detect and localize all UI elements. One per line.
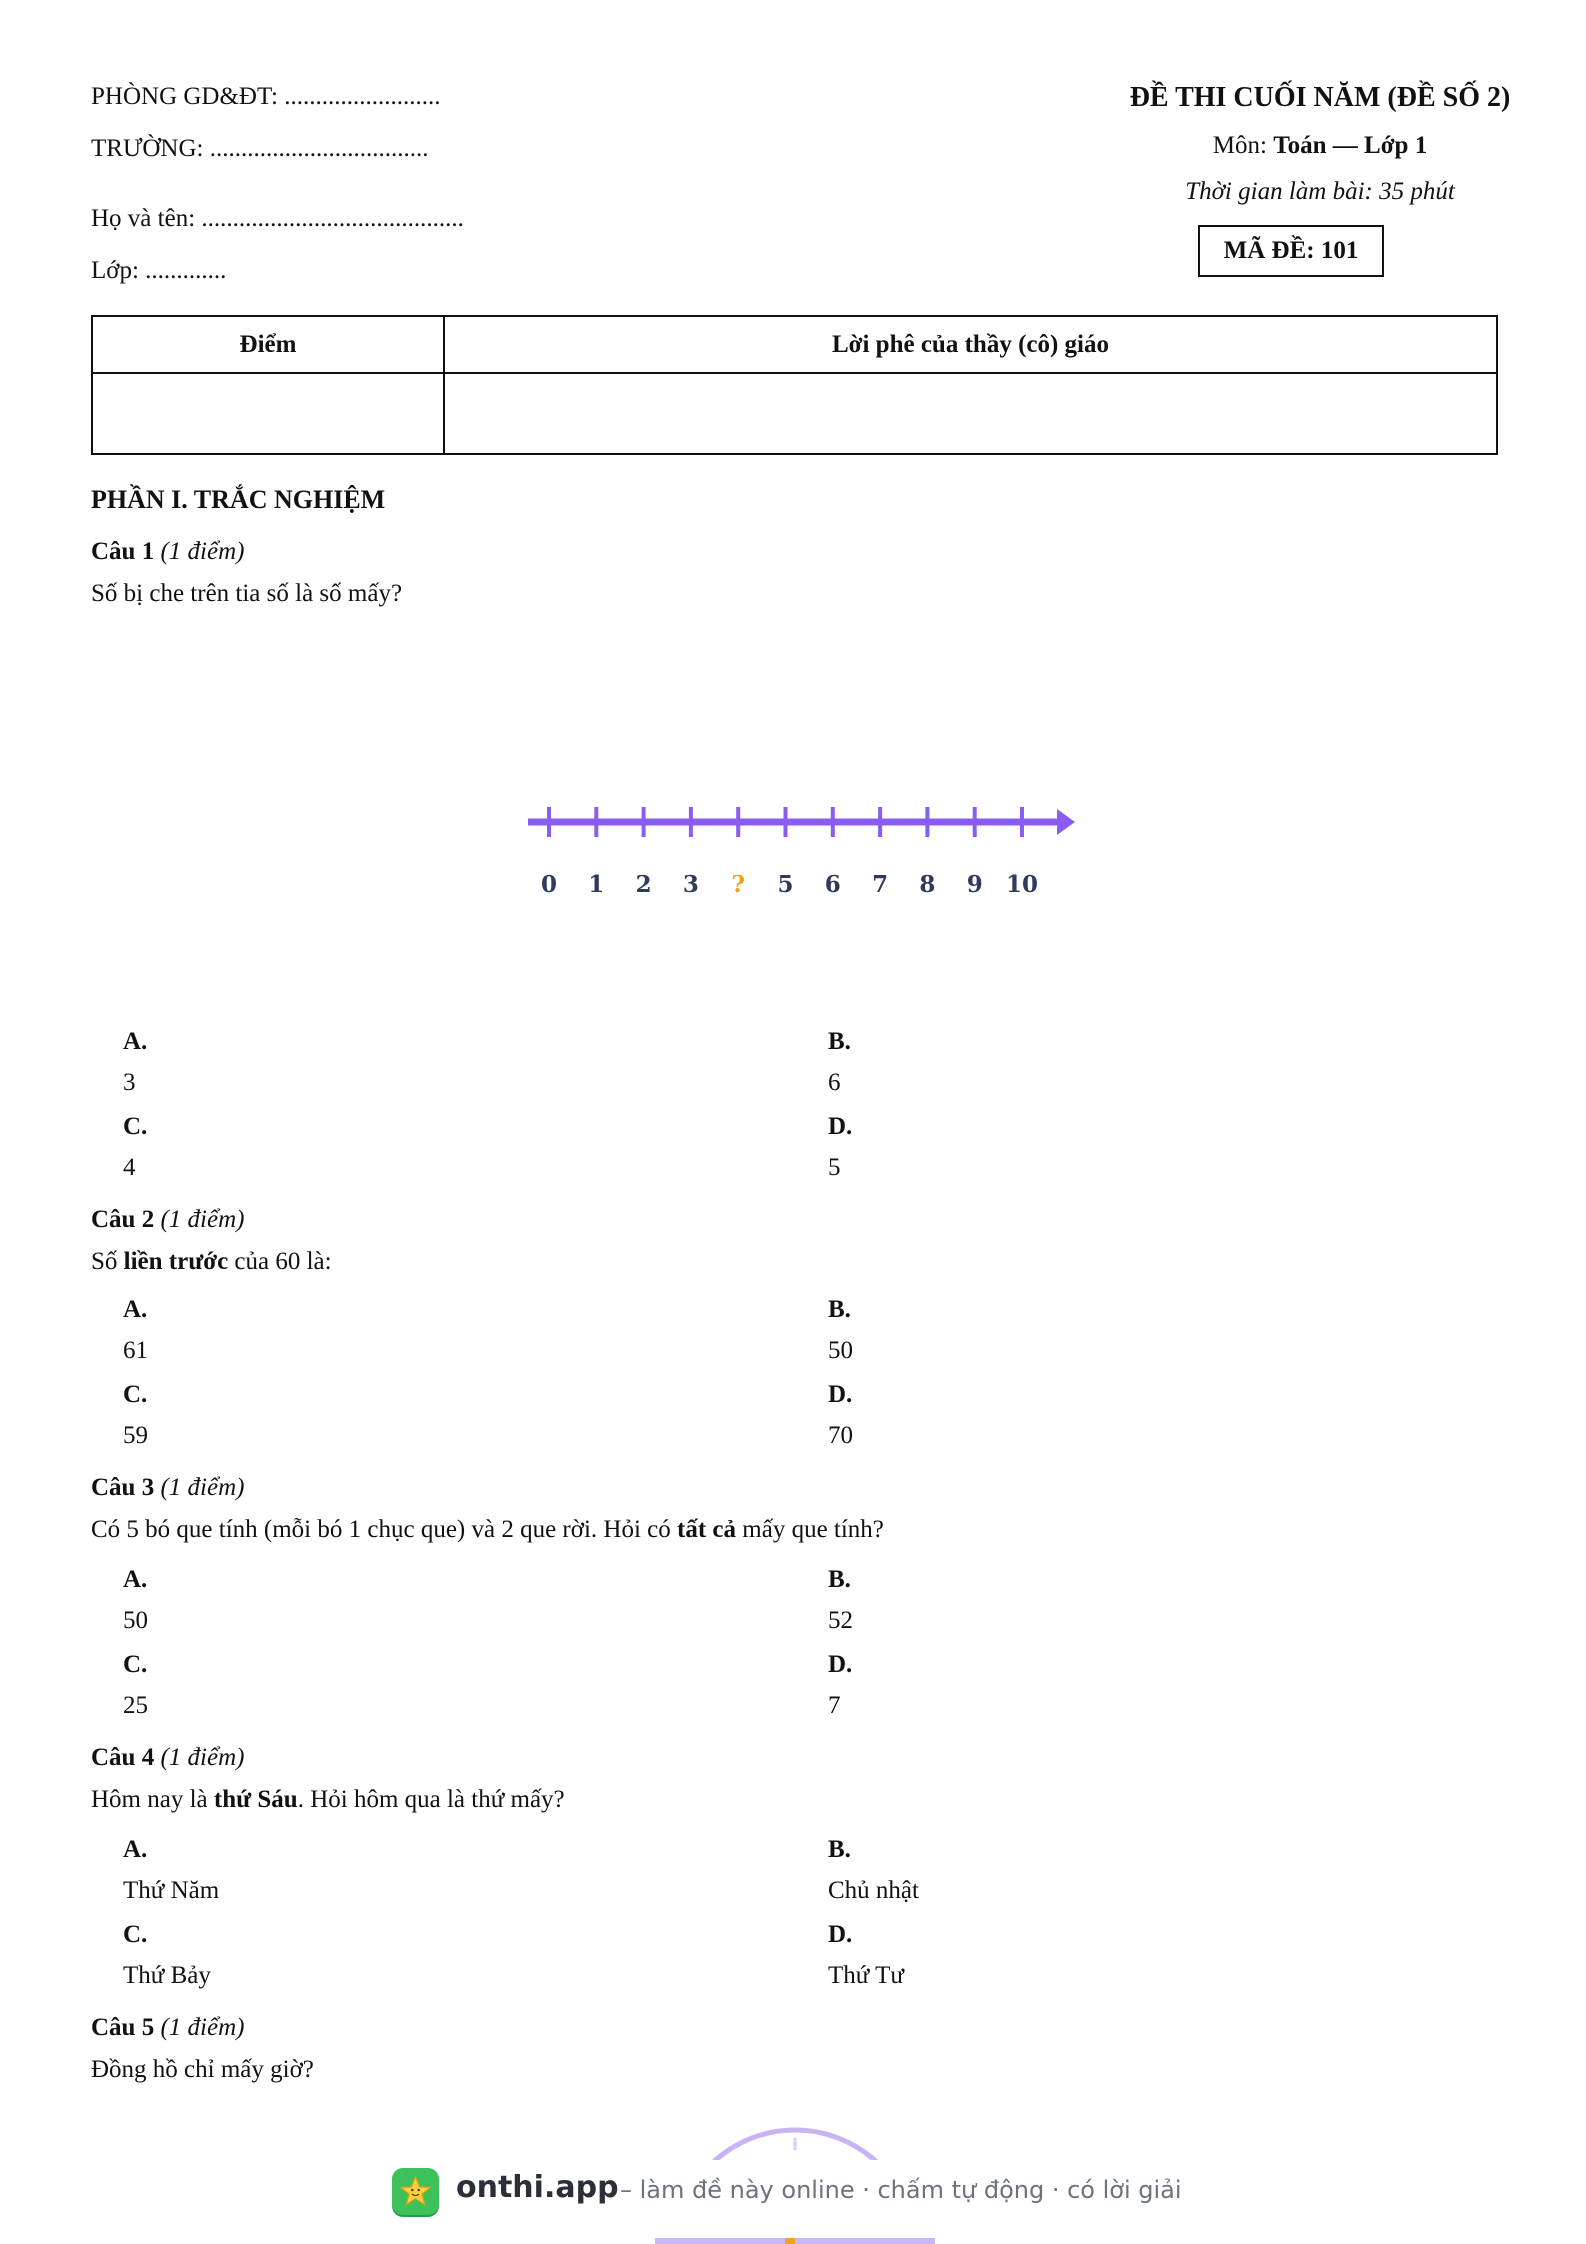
question-2-text bbox=[91, 1248, 332, 1276]
option-value: 59 bbox=[123, 1422, 148, 1449]
question-number: Câu 5 bbox=[91, 2014, 155, 2041]
score-header: Điểm bbox=[92, 316, 444, 373]
clock-icon bbox=[700, 2120, 890, 2160]
option-b[interactable] bbox=[828, 1836, 919, 1905]
question-number: Câu 2 bbox=[91, 1206, 155, 1233]
name-line: Họ và tên: .......................................... bbox=[91, 205, 464, 232]
text-part: Số bbox=[91, 1248, 124, 1275]
option-a[interactable] bbox=[123, 1028, 147, 1097]
option-value: Thứ Năm bbox=[123, 1877, 220, 1904]
question-points: (1 điểm) bbox=[160, 1474, 245, 1501]
option-b[interactable] bbox=[828, 1028, 851, 1097]
option-d[interactable] bbox=[828, 1381, 853, 1450]
option-value: 5 bbox=[828, 1154, 841, 1181]
option-value: 25 bbox=[123, 1692, 148, 1719]
option-letter: C. bbox=[123, 1651, 148, 1678]
number-line-label: 6 bbox=[824, 871, 841, 898]
question-1-text: Số bị che trên tia số là số mấy? bbox=[91, 580, 403, 607]
arrow-head-icon bbox=[1057, 809, 1075, 835]
department-line: PHÒNG GD&ĐT: ......................... bbox=[91, 83, 441, 110]
question-number: Câu 4 bbox=[91, 1744, 155, 1771]
brand-name[interactable]: onthi.app bbox=[456, 2170, 619, 2205]
option-letter: A. bbox=[123, 1296, 148, 1323]
text-part: Có 5 bó que tính (mỗi bó 1 chục que) và 2 que rời. Hỏi có bbox=[91, 1516, 678, 1543]
option-a[interactable] bbox=[123, 1836, 219, 1905]
option-c[interactable] bbox=[123, 1381, 148, 1450]
onthi-logo-icon bbox=[392, 2168, 439, 2215]
text-emphasis: thứ Sáu bbox=[213, 1786, 298, 1813]
number-line-label: 3 bbox=[682, 871, 699, 898]
option-c[interactable] bbox=[123, 1921, 211, 1990]
question-4-text bbox=[91, 1786, 565, 1814]
question-number: Câu 3 bbox=[91, 1474, 155, 1501]
text-part: . Hỏi hôm qua là thứ mấy? bbox=[297, 1786, 565, 1813]
option-letter: D. bbox=[828, 1381, 853, 1408]
option-letter: A. bbox=[123, 1028, 148, 1055]
option-letter: B. bbox=[828, 1836, 851, 1863]
question-points: (1 điểm) bbox=[160, 1206, 245, 1233]
option-letter: C. bbox=[123, 1381, 148, 1408]
option-letter: B. bbox=[828, 1566, 851, 1593]
option-d[interactable] bbox=[828, 1113, 852, 1182]
option-value: 3 bbox=[123, 1069, 136, 1096]
option-letter: C. bbox=[123, 1113, 148, 1140]
promo-banner[interactable] bbox=[0, 2160, 1586, 2244]
number-line-label: 7 bbox=[872, 871, 889, 898]
score-table bbox=[91, 315, 1498, 455]
subject-name: Toán — Lớp 1 bbox=[1273, 132, 1428, 159]
section-title: PHẦN I. TRẮC NGHIỆM bbox=[91, 485, 386, 514]
option-value: 52 bbox=[828, 1607, 853, 1634]
question-points: (1 điểm) bbox=[160, 2014, 245, 2041]
question-points: (1 điểm) bbox=[160, 538, 245, 565]
question-points: (1 điểm) bbox=[160, 1744, 245, 1771]
footer-accent-mark bbox=[785, 2238, 795, 2244]
text-part: của 60 là: bbox=[228, 1248, 332, 1275]
option-letter: C. bbox=[123, 1921, 148, 1948]
option-a[interactable] bbox=[123, 1296, 148, 1365]
number-line-label: 2 bbox=[635, 871, 652, 898]
hidden-number-label: ? bbox=[731, 871, 745, 898]
option-value: Thứ Tư bbox=[828, 1962, 904, 1989]
option-value: Thứ Bảy bbox=[123, 1962, 211, 1989]
number-line-svg bbox=[525, 795, 1085, 915]
question-2-header bbox=[91, 1206, 244, 1234]
footer-accent-bar bbox=[655, 2238, 935, 2244]
class-line: Lớp: ............. bbox=[91, 257, 227, 284]
text-emphasis: liền trước bbox=[123, 1248, 229, 1275]
question-3-header bbox=[91, 1474, 244, 1502]
question-5-text: Đồng hồ chỉ mấy giờ? bbox=[91, 2056, 314, 2083]
option-value: 61 bbox=[123, 1337, 148, 1364]
comment-cell[interactable] bbox=[444, 373, 1497, 454]
score-cell[interactable] bbox=[92, 373, 444, 454]
option-value: Chủ nhật bbox=[828, 1877, 919, 1904]
option-d[interactable] bbox=[828, 1921, 904, 1990]
exam-code: MÃ ĐỀ: 101 bbox=[1198, 225, 1384, 277]
option-value: 50 bbox=[123, 1607, 148, 1634]
option-value: 4 bbox=[123, 1154, 136, 1181]
brand-tagline: – làm đề này online · chấm tự động · có lời giải bbox=[620, 2176, 1182, 2204]
option-a[interactable] bbox=[123, 1566, 148, 1635]
question-1-header bbox=[91, 538, 244, 566]
question-number: Câu 1 bbox=[91, 538, 155, 565]
option-c[interactable] bbox=[123, 1651, 148, 1720]
number-line-label: 9 bbox=[966, 871, 983, 898]
number-line-label: 5 bbox=[777, 871, 794, 898]
school-line: TRƯỜNG: ................................... bbox=[91, 135, 429, 162]
question-4-header bbox=[91, 1744, 244, 1772]
number-line-label: 10 bbox=[1005, 871, 1039, 898]
option-value: 50 bbox=[828, 1337, 853, 1364]
option-d[interactable] bbox=[828, 1651, 852, 1720]
number-line-label: 0 bbox=[540, 871, 558, 898]
option-value: 6 bbox=[828, 1069, 841, 1096]
number-line-label: 8 bbox=[919, 871, 936, 898]
option-b[interactable] bbox=[828, 1296, 853, 1365]
text-part: mấy que tính? bbox=[736, 1516, 884, 1543]
subject-prefix: Môn: bbox=[1212, 132, 1274, 159]
option-value: 7 bbox=[828, 1692, 841, 1719]
comment-header: Lời phê của thầy (cô) giáo bbox=[444, 316, 1497, 373]
question-5-header bbox=[91, 2014, 244, 2042]
number-line-label: 1 bbox=[588, 871, 605, 898]
exam-time: Thời gian làm bài: 35 phút bbox=[1185, 178, 1455, 205]
option-value: 70 bbox=[828, 1422, 853, 1449]
option-letter: D. bbox=[828, 1651, 853, 1678]
star-icon bbox=[399, 2175, 432, 2208]
option-letter: D. bbox=[828, 1921, 853, 1948]
option-b[interactable] bbox=[828, 1566, 853, 1635]
text-emphasis: tất cả bbox=[677, 1516, 737, 1543]
option-letter: A. bbox=[123, 1566, 148, 1593]
exam-subject bbox=[1055, 132, 1585, 160]
option-letter: B. bbox=[828, 1028, 851, 1055]
option-c[interactable] bbox=[123, 1113, 147, 1182]
exam-title: ĐỀ THI CUỐI NĂM (ĐỀ SỐ 2) bbox=[1129, 82, 1511, 113]
text-part: Hôm nay là bbox=[91, 1786, 214, 1813]
clock-face-partial bbox=[700, 2120, 890, 2160]
option-letter: A. bbox=[123, 1836, 148, 1863]
option-letter: D. bbox=[828, 1113, 853, 1140]
option-letter: B. bbox=[828, 1296, 851, 1323]
number-line bbox=[525, 795, 1085, 915]
question-3-text bbox=[91, 1516, 884, 1544]
